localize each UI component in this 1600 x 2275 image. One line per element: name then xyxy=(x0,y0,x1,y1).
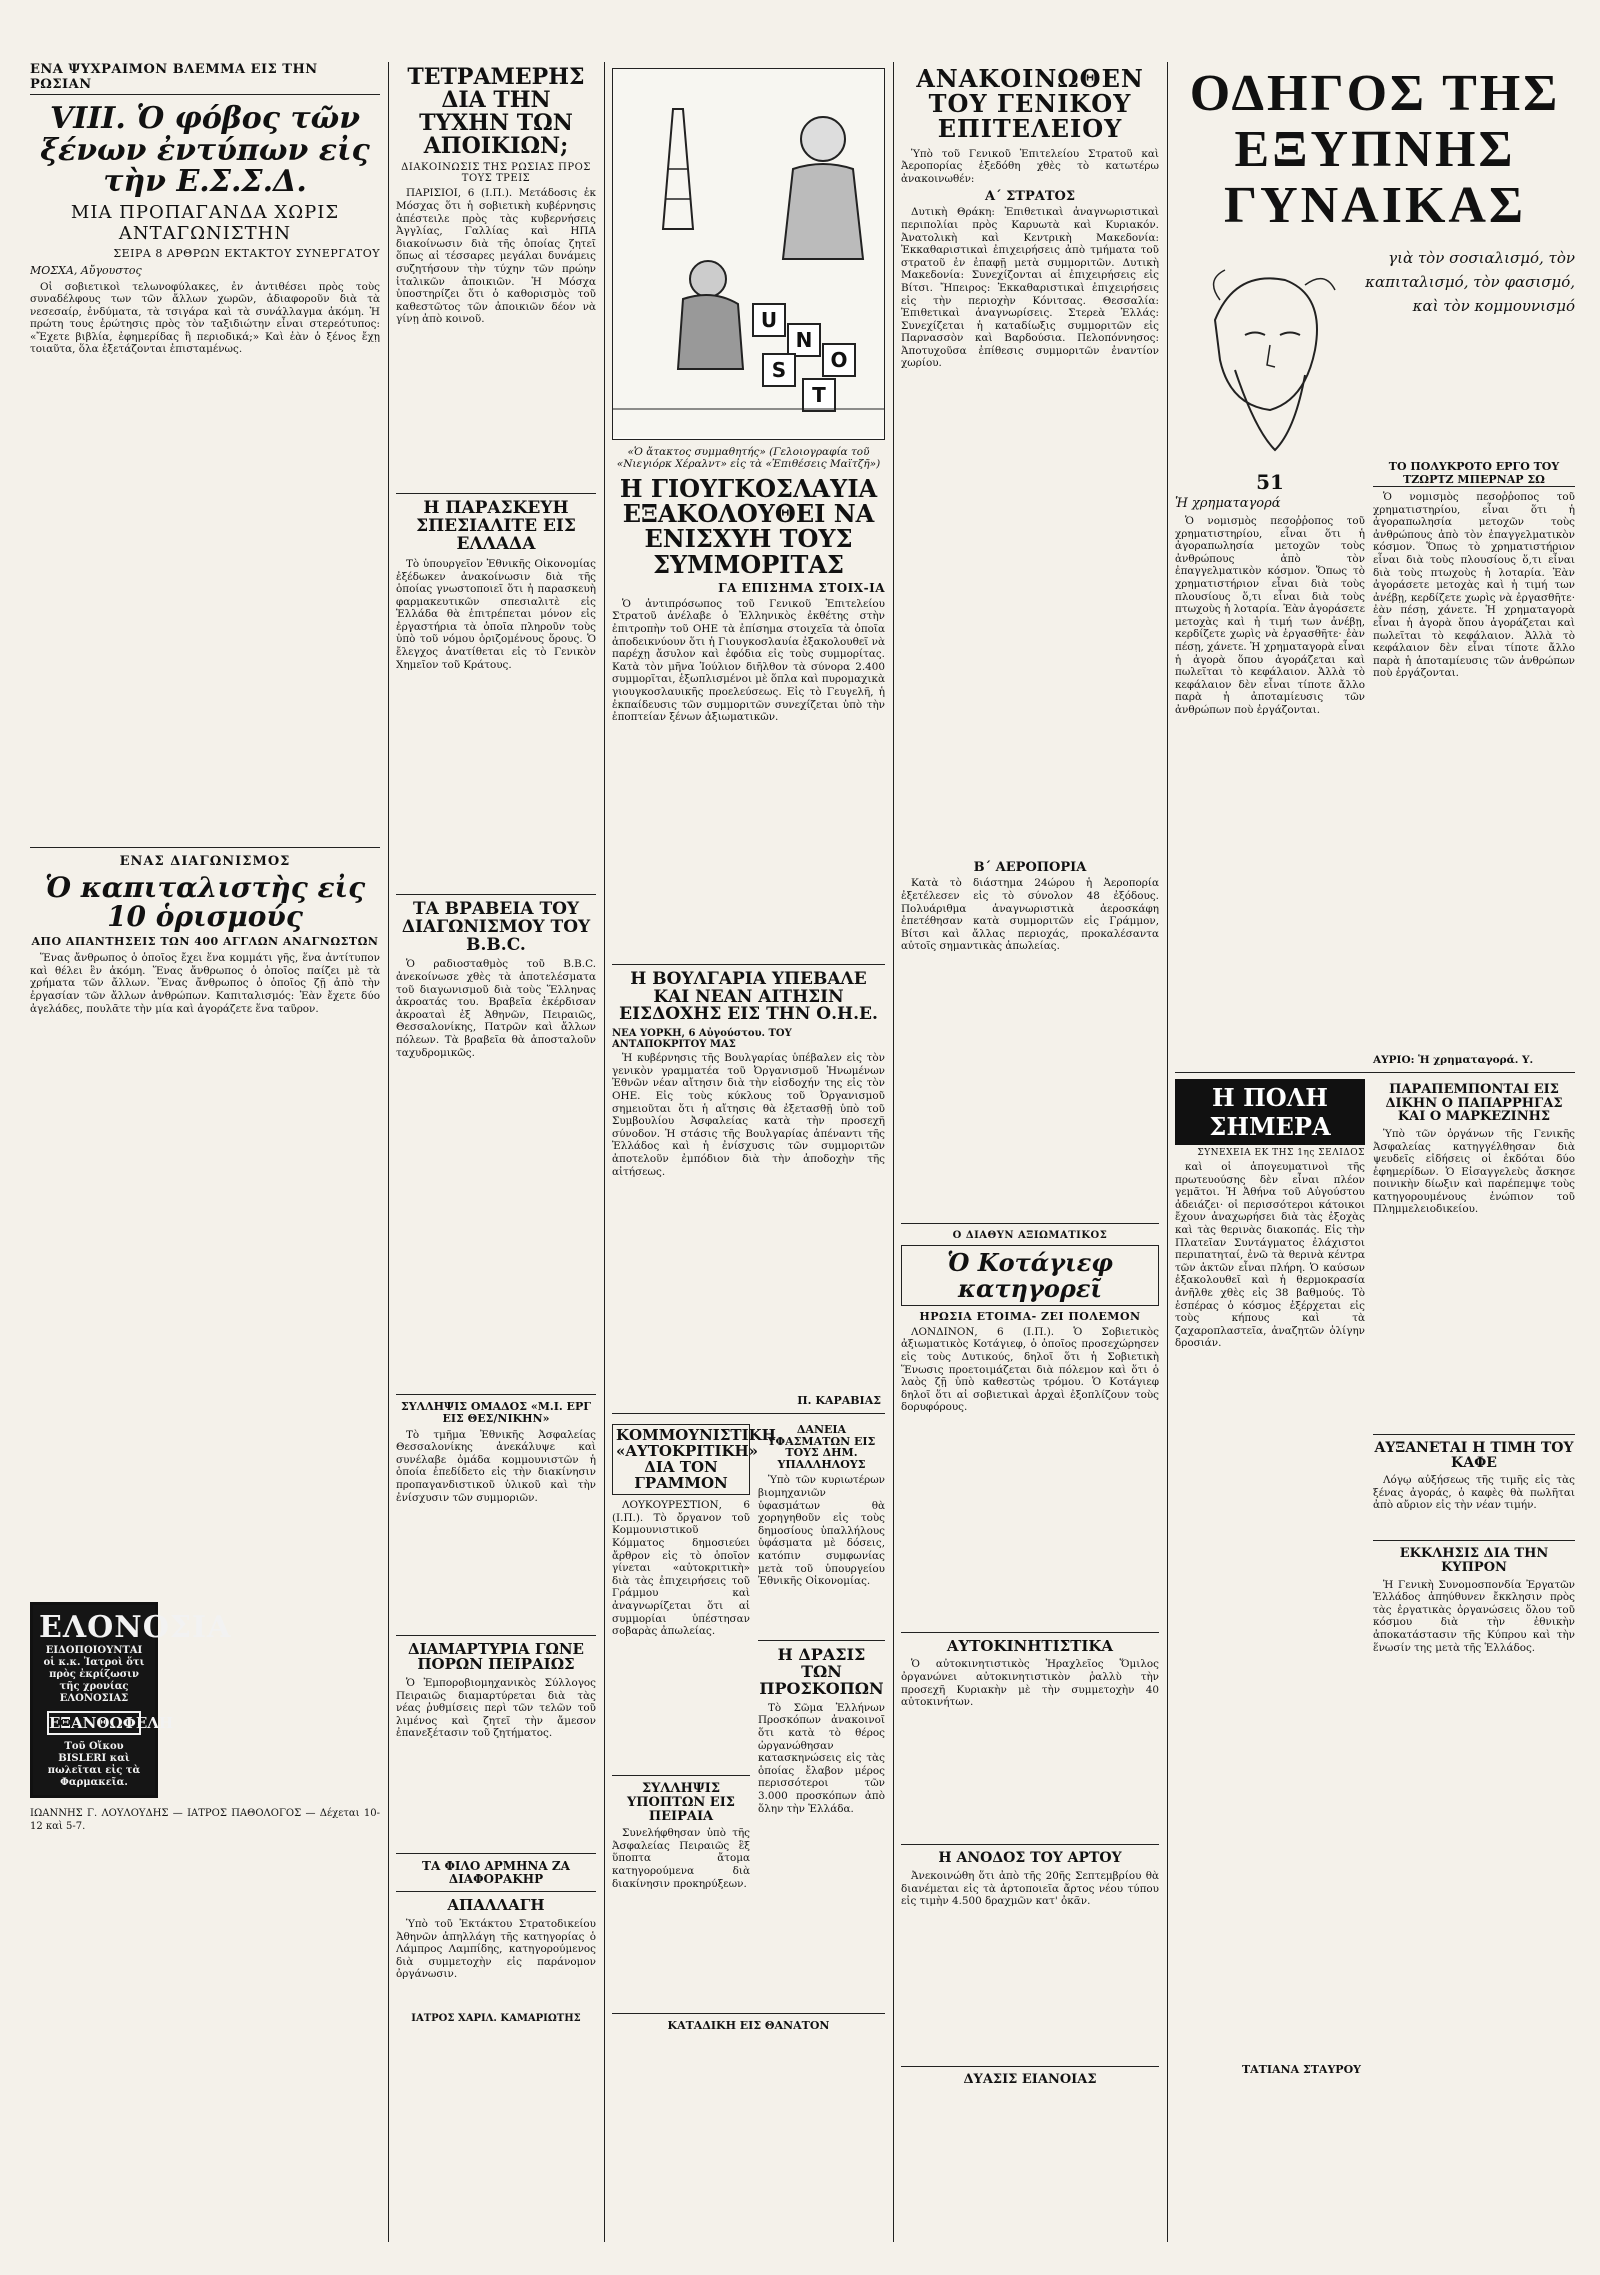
cartoon-drawing xyxy=(613,69,884,437)
headline-3: ΚΟΜΜΟΥΝΙΣΤΙΚΗ «ΑΥΤΟΚΡΙΤΙΚΗ» ΔΙΑ ΤΟΝ ΓΡΑΜΜΟΝ xyxy=(612,1424,750,1495)
paragraph: καὶ οἱ ἀπογευματινοὶ τῆς πρωτευούσης δὲν εἶναι πλέον γεμᾶτοι. Ἡ Ἀθήνα τοῦ Αὐγούστου ἀδειάζει· οἱ περισσότεροι κάτοικοι ἔχουν ἀναχωρήσει διὰ τὰς ἐξοχὰς καὶ τὰς θερινὰς διακοπάς. Εἰς τὴν Πλατεῖαν Συντάγματος ἐλάχιστοι περιπατηταί, ἐνῶ τὰ θερινὰ κέντρα τῶν ἀκτῶν εἶναι πλήρη. Ὁ καύσων ἐξακολουθεῖ καὶ ἡ θερμοκρασία ἀνῆλθε χθὲς εἰς 38 βαθμούς. Τὸ ἑσπέρας ὁ κόσμος ἐξέρχεται εἰς τοὺς κήπους καὶ τὰ ζαχαροπλαστεῖα, ἀναζητῶν ὀλίγην δροσιάν. xyxy=(1175,1161,1365,1350)
paragraph: Ὁ ραδιοσταθμὸς τοῦ Β.Β.C. ἀνεκοίνωσε χθὲς τὰ ἀποτελέσματα τοῦ διαγωνισμοῦ διὰ τοὺς Ἕλληνας ἀκροατάς του. Βραβεῖα ἐκέρδισαν ἀκροαταὶ ἐξ Ἀθηνῶν, Πειραιῶς, Θεσσαλονίκης, Πατρῶν καὶ ἄλλων πόλεων. Τὰ βραβεῖα θὰ ἀποσταλοῦν ταχυδρομικῶς. xyxy=(396,958,596,1059)
article-body xyxy=(396,187,596,487)
contest-kicker: ΕΝΑΣ ΔΙΑΓΩΝΙΣΜΟΣ xyxy=(119,853,291,869)
paragraph: Ὁ νομισμὸς πεσοῤῥοπος τοῦ χρηματιστηρίου, εἶναι ὅτι ἡ ἀγοραπωλησία μετοχῶν τοὺς ἀνθρώπους ἀπὸ τὸν ἐπαγγελματικὸν κόσμον. Ὅπως τὸ χρηματιστήριον εἶναι διὰ τοὺς πλουσίους ὅ,τι εἶναι διὰ τοὺς πτωχοὺς ἡ λοταρία. Ἐὰν ἀγοράσετε μετοχὰς καὶ ἡ τιμή των ἀνέβῃ, κερδίζετε χωρὶς νὰ ἐργασθῆτε· ἐὰν πέσῃ, χάνετε. Ἡ χρηματαγορὰ εἶναι ἡ ἀγορὰ ὅπου ἀγοράζεται καὶ πωλεῖται τὸ κεφάλαιον. Ἀλλὰ τὸ κεφάλαιον δὲν εἶναι τίποτε ἄλλο παρὰ ἡ ἀποταμίευσις τῶν ἀνθρώπων ποὺ ἐργάζονται. xyxy=(1175,515,1365,716)
kicker-2: Ο ΔΙΑΘΥΝ ΑΞΙΩΜΑΤΙΚΟΣ xyxy=(952,1230,1108,1242)
headline-4: ΣΥΛΛΗΨΙΣ ΟΜΑΔΟΣ «Μ.Ι. ΕΡΓ ΕΙΣ ΘΕΣ/ΝΙΚΗΝ» xyxy=(400,1400,592,1425)
headline-6: ΣΥΛΛΗΨΙΣ ΥΠΟΠΤΩΝ ΕΙΣ ΠΕΙΡΑΙΑ xyxy=(627,1781,735,1824)
city-body xyxy=(1175,1161,1365,2061)
headline-text: ΟΔΗΓΟΣ ΤΗΣ ΕΞΥΠΝΗΣ ΓΥΝΑΙΚΑΣ xyxy=(1189,65,1561,234)
cartoon-caption: «Ὁ ἄτακτος συμμαθητής» (Γελοιογραφία τοῦ «Νιεγιόρκ Χέραλντ» εἰς τὰ «Ἐπιθέσεις Μαϊτζῆ») xyxy=(616,446,881,470)
paragraph: ΛΟΥΚΟΥΡΕΣΤΙΟΝ, 6 (Ι.Π.). Τὸ ὄργανον τοῦ Κομμουνιστικοῦ Κόμματος δημοσιεύει ἄρθρον εἰς τὸ ὁποῖον γίνεται «αὐτοκριτικὴ» διὰ τὰς ἐπιχειρήσεις τοῦ Γράμμου καὶ ἀναγνωρίζεται ὅτι αἱ συμμορίαι ὑπέστησαν σοβαρὰς ἀπωλείας. xyxy=(612,1499,750,1638)
subhead-2: ΗΡΩΣΙΑ ΕΤΟΙΜΑ- ΖΕΙ ΠΟΛΕΜΟΝ xyxy=(919,1309,1141,1323)
paragraph: Τὸ ὑπουργεῖον Ἐθνικῆς Οἰκονομίας ἐξέδωκεν ἀνακοίνωσιν διὰ τῆς ὁποίας γνωστοποιεῖ ὅτι ἡ παρασκευὴ φαρμακευτικῶν σπεσιαλιτὲ εἰς Ἑλλάδα θὰ ἐπιτρέπεται μόνον εἰς ἐργαστήρια τὰ ὁποῖα πληροῦν τοὺς ὑπὸ τοῦ νόμου ὁριζομένους ὅρους. Ὁ ἔλεγχος ἀνατίθεται εἰς τὸ Γενικὸν Χημεῖον τοῦ Κράτους. xyxy=(396,557,596,671)
article-body-4 xyxy=(901,1870,1159,2060)
paragraph: Ὁ νομισμὸς πεσοῤῥοπος τοῦ χρηματιστηρίου, εἶναι ὅτι ἡ ἀγοραπωλησία μετοχῶν τοὺς ἀνθρώπους ἀπὸ τὸν ἐπαγγελματικὸν κόσμον. Ὅπως τὸ χρηματιστήριον εἶναι διὰ τοὺς πλουσίους ὅ,τι εἶναι διὰ τοὺς πτωχοὺς ἡ λοταρία. Ἐὰν ἀγοράσετε μετοχὰς καὶ ἡ τιμή των ἀνέβῃ, κερδίζετε χωρὶς νὰ ἐργασθῆτε· ἐὰν πέσῃ, χάνετε. Ἡ χρηματαγορὰ εἶναι ἡ ἀγορὰ ὅπου ἀγοράζεται καὶ πωλεῖται τὸ κεφάλαιον. Ἀλλὰ τὸ κεφάλαιον δὲν εἶναι τίποτε ἄλλο παρὰ ἡ ἀποταμίευσις τῶν ἀνθρώπων ποὺ ἐργάζονται. xyxy=(1373,491,1575,680)
article-body-2 xyxy=(901,1326,1159,1626)
chapter-title: Ἡ χρηματαγορά xyxy=(1175,496,1281,511)
article-body xyxy=(612,598,885,958)
contest-headline: Ὁ καπιταλιστὴς εἰς 10 ὁρισμούς xyxy=(44,870,366,933)
paragraph: Ἡ κυβέρνησις τῆς Βουλγαρίας ὑπέβαλεν εἰς τὸν γενικὸν γραμματέα τοῦ Ὀργανισμοῦ Ἡνωμένων Ἐθνῶν νέαν αἴτησιν διὰ τὴν εἰσδοχήν της εἰς τὸν ΟΗΕ. Εἰς τοὺς κύκλους τοῦ Ὀργανισμοῦ σημειοῦται ὅτι ἡ αἴτησις θὰ ἐξετασθῇ ὑπὸ τοῦ Συμβουλίου Ἀσφαλείας κατὰ τὴν προσεχῆ σύνοδον. Ἡ στάσις τῆς Βουλγαρίας ἀπέναντι τῆς Ἑλλάδος καὶ ἡ ἐνίσχυσις τῶν συμμοριτῶν ἀποτελοῦν ἐμπόδιον διὰ τὴν ἀποδοχὴν τῆς αἰτήσεως. xyxy=(612,1052,885,1178)
lower-row xyxy=(612,1420,885,2007)
column-rule xyxy=(893,62,894,2242)
lower-row xyxy=(1175,1079,1575,2099)
coffee-headline: ΑΥΞΑΝΕΤΑΙ Η ΤΙΜΗ ΤΟΥ ΚΑΦΕ xyxy=(1374,1439,1574,1471)
subhead: ΓΑ ΕΠΙΣΗΜΑ ΣΤΟΙΧ-ΙΑ xyxy=(718,580,885,595)
series-note: ΣΕΙΡΑ 8 ΑΡΘΡΩΝ ΕΚΤΑΚΤΟΥ ΣΥΝΕΡΓΑΤΟΥ xyxy=(113,246,380,260)
lower-left xyxy=(612,1420,776,2007)
feature-row xyxy=(1175,460,1575,1066)
cyprus-headline: ΕΚΚΛΗΣΙΣ ΔΙΑ ΤΗΝ ΚΥΠΡΟΝ xyxy=(1399,1546,1549,1575)
contest-subhead: ΑΠΟ ΑΠΑΝΤΗΣΕΙΣ ΤΩΝ 400 ΑΓΓΛΩΝ ΑΝΑΓΝΩΣΤΩΝ xyxy=(31,935,379,949)
column-5 xyxy=(1175,62,1575,2242)
headline: Η ΓΙΟΥΓΚΟΣΛΑΥΙΑ ΕΞΑΚΟΛΟΥΘΕΙ ΝΑ ΕΝΙΣΧΥΗ ΤΟΥΣ ΣΥΜΜΟΡΙΤΑΣ xyxy=(619,474,878,579)
ad-text: ΕΙΔΟΠΟΙΟΥΝΤΑΙ οἱ κ.κ. Ἰατροὶ ὅτι πρὸς ἐκρίζωσιν τῆς χρονίας ΕΛΟΝΟΣΙΑΣ xyxy=(43,1645,145,1705)
doctor-ad: ΙΑΤΡΟΣ ΧΑΡΙΛ. ΚΑΜΑΡΙΩΤΗΣ xyxy=(411,2012,581,2024)
headline-3: ΤΑ ΒΡΑΒΕΙΑ ΤΟΥ ΔΙΑΓΩΝΙΣΜΟΥ ΤΟΥ Β.Β.C. xyxy=(401,898,591,955)
paragraph: Ὑπὸ τῶν κυριωτέρων βιομηχανιῶν ὑφασμάτων θὰ χορηγηθοῦν εἰς τοὺς δημοσίους ὑπαλλήλους ὑφάσματα μὲ δόσεις, κατόπιν συμφωνίας μετὰ τοῦ ὑπουργείου Ἐθνικῆς Οἰκονομίας. xyxy=(758,1474,885,1588)
article-body-4 xyxy=(396,1429,596,1629)
section-b-body xyxy=(901,877,1159,1217)
feature-intro xyxy=(1175,240,1575,460)
paragraph: Ἀνεκοινώθη ὅτι ἀπὸ τῆς 20ῆς Σεπτεμβρίου θὰ διανέμεται εἰς τὰ ἀρτοποιεῖα ἄρτος νέου τύπου εἰς τιμὴν 4.500 δραχμῶν κατ' ὀκᾶν. xyxy=(901,1870,1159,1908)
contest-body xyxy=(30,952,380,1592)
cartoon-block-letter: O xyxy=(830,348,848,372)
headline: ΑΝΑΚΟΙΝΩΘΕΝ ΤΟΥ ΓΕΝΙΚΟΥ ΕΠΙΤΕΛΕΙΟΥ xyxy=(916,64,1144,144)
cartoon-block-letter: U xyxy=(760,308,778,332)
paragraph: Ὁ αὐτοκινητιστικὸς Ἠραχλεῖος Ὅμιλος ὀργανώνει αὐτοκινητιστικὸν ῥαλλὺ τὴν προσεχῆ Κυριακὴν μὲ τὴν συμμετοχὴν 40 αὐτοκινήτων. xyxy=(901,1658,1159,1709)
section-a-title: Α΄ ΣΤΡΑΤΟΣ xyxy=(984,189,1076,205)
cyprus-body xyxy=(1373,1579,1575,2099)
city-subhead: ΣΥΝΕΧΕΙΑ ΕΚ ΤΗΣ 1ης ΣΕΛΙΔΟΣ xyxy=(1197,1148,1365,1158)
coffee-body xyxy=(1373,1474,1575,1534)
column-1 xyxy=(30,62,380,2242)
next-episode: ΑΥΡΙΟ: Ἡ χρηματαγορά. Υ. xyxy=(1373,1054,1534,1066)
dateline-2: ΝΕΑ ΥΟΡΚΗ, 6 Αὐγούστου. ΤΟΥ ΑΝΤΑΠΟΚΡΙΤΟΥ ΜΑΣ xyxy=(612,1028,792,1051)
column-rule xyxy=(604,62,605,2242)
headline-7: ΚΑΤΑΔΙΚΗ ΕΙΣ ΘΑΝΑΤΟΝ xyxy=(667,2019,830,2033)
article-body-6 xyxy=(612,1827,750,2007)
paragraph: Δυτικὴ Θράκη: Ἐπιθετικαὶ ἀναγνωριστικαὶ περιπολίαι πρὸς Καρυωτὰ καὶ Κυριακόν. Ἀνατολικὴ καὶ Κεντρικὴ Μακεδονία: Ἐκκαθαριστικαὶ ἐπιχειρήσεις ἀπὸ τμήματα τοῦ στρατοῦ ἐν ἐπαφῇ μετὰ συμμοριτῶν. Δυτικὴ Μακεδονία: Συνεχίζονται αἱ ἐπιχειρήσεις εἰς Βίτσι. Ἤπειρος: Ἐκκαθαριστικαὶ ἐπιχειρήσεις εἰς τὴν περιοχὴν Κόνιτσας. Θεσσαλία: Ἐπιθετικαὶ ἀναγνωρίσεις. Στερεὰ Ἑλλάς: Συνεχίζεται ἡ καταδίωξις συμμοριτῶν εἰς Παρνασσὸν καὶ Βαρδούσια. Πελοπόννησος: Ἀποτυχοῦσα ἐπίθεσις συμμοριτῶν ἐναντίον χωρίου. xyxy=(901,206,1159,370)
feature-right xyxy=(1373,460,1575,1066)
headline xyxy=(1175,66,1575,234)
headline-2: Ὁ Κοτάγιεφ κατηγορεῖ xyxy=(901,1245,1159,1305)
paragraph: Κατὰ τὸ διάστημα 24ώρου ἡ Ἀεροπορία ἐξετέλεσεν εἰς τὸ σύνολον 48 ἐξόδους. Πολυάριθμα ἀναγνωριστικὰ ἀεροσκάφη ἐπετέθησαν κατὰ συμμοριτῶν εἰς Γράμμον, Βίτσι καὶ ἄλλας περιοχάς, προκαλέσαντα αὐτοῖς σημαντικὰς ἀπωλείας. xyxy=(901,877,1159,953)
portrait-sketch xyxy=(1175,240,1355,460)
article-body-5 xyxy=(396,1677,596,1847)
cartoon-block-letter: T xyxy=(812,383,826,407)
paragraph: Συνελήφθησαν ὑπὸ τῆς Ἀσφαλείας Πειραιῶς ἓξ ὕποπτα ἄτομα κατηγορούμενα διὰ διακίνησιν προκηρύξεων. xyxy=(612,1827,750,1890)
article-body-7 xyxy=(396,1918,596,2008)
paragraph: Τὸ τμῆμα Ἐθνικῆς Ἀσφαλείας Θεσσαλονίκης ἀνεκάλυψε καὶ συνέλαβε ὀμάδα κομμουνιστῶν ἡ ὁποία ἐπεδίδετο εἰς τὴν διακίνησιν προπαγανδιστικοῦ ὑλικοῦ καὶ τὴν ἐνίσχυσιν τῶν συμμοριῶν. xyxy=(396,1428,596,1504)
section-b-title: Β΄ ΑΕΡΟΠΟΡΙΑ xyxy=(973,860,1087,876)
subhead: ΔΙΑΚΟΙΝΩΣΙΣ ΤΗΣ ΡΩΣΙΑΣ ΠΡΟΣ ΤΟΥΣ ΤΡΕΙΣ xyxy=(401,162,591,185)
dateline: ΜΟΣΧΑ, Αὔγουστος xyxy=(30,263,142,277)
chapter-number: 51 xyxy=(1256,470,1284,494)
city-headline: Η ΠΟΛΗ ΣΗΜΕΡΑ xyxy=(1175,1079,1365,1145)
article-body-3 xyxy=(901,1658,1159,1838)
paragraph: Ὑπὸ τῶν ὀργάνων τῆς Γενικῆς Ἀσφαλείας κατηγγέλθησαν διὰ ψευδεῖς εἰδήσεις οἱ ἐκδόται δύο ἐφημερίδων. Ὁ Εἰσαγγελεὺς ἄσκησε ποινικὴν δίωξιν καὶ παρέπεμψε τοὺς κατηγορουμένους ἐνώπιον τοῦ Πλημμελειοδικείου. xyxy=(1373,1127,1575,1216)
ad-product: ΕΞΑΝΘΩΦΕΛΗ xyxy=(47,1711,141,1735)
feature-left xyxy=(1175,460,1365,1066)
section-a-body xyxy=(901,206,1159,856)
cartoon-block-letter: S xyxy=(771,358,787,382)
signature: Π. ΚΑΡΑΒΙΑΣ xyxy=(797,1394,881,1408)
paragraph: Τὸ Σῶμα Ἑλλήνων Προσκόπων ἀνακοινοῖ ὅτι κατὰ τὸ θέρος ὠργανώθησαν κατασκηνώσεις εἰς τὰς ὁποίας ἔλαβον μέρος περισσότεροι τῶν 3.000 προσκόπων ἀπὸ ὅλην τὴν Ἑλλάδα. xyxy=(758,1701,885,1815)
headline-5: Η ΔΡΑΣΙΣ ΤΩΝ ΠΡΟΣΚΟΠΩΝ xyxy=(759,1645,884,1699)
headline-4: Η ΑΝΟΔΟΣ ΤΟΥ ΑΡΤΟΥ xyxy=(938,1850,1122,1867)
city-section xyxy=(1175,1079,1365,2099)
tagline: γιὰ τὸν σοσιαλισμό, τὸν καπιταλισμό, τὸν φασισμό, καὶ τὸν κομμουνισμό xyxy=(1365,249,1575,315)
paragraph: Ὁ Ἐμποροβιομηχανικὸς Σύλλογος Πειραιῶς διαμαρτύρεται διὰ τὰς νέας ῥυθμίσεις περὶ τῶν τελῶν τοῦ λιμένος καὶ ζητεῖ τὴν ἄμεσον ἐπανεξέτασιν τοῦ ζητήματος. xyxy=(396,1677,596,1740)
article-body xyxy=(30,281,380,841)
column-3 xyxy=(612,62,885,2242)
paragraph: Ἕνας ἄνθρωπος ὁ ὁποῖος ἔχει ἕνα κομμάτι γῆς, ἕνα ἀντίτυπον καὶ θέλει ἓν ἀκόμη. Ἕνας ἄνθρωπος ὁ ὁποῖος παίζει μὲ τὰ χρήματα τῶν ἄλλων. Ἕνας ἄνθρωπος ὁ ὁποῖος ζῇ ἀπὸ τὴν ἐργασίαν τῶν ἄλλων ἀνθρώπων. Καπιταλισμός: Ἐὰν ἔχετε δύο ἀγελάδες, πουλᾶτε τὴν μία καὶ ἀγοράζετε ἕνα ταῦρον. xyxy=(30,952,380,1015)
column-rule xyxy=(1167,62,1168,2242)
column-rule xyxy=(388,62,389,2242)
intro xyxy=(901,148,1159,186)
cartoon-block-letter: N xyxy=(795,328,813,352)
headline-6: ΤΑ ΦΙΛΟ ΑΡΜΗΝΑ ΖΑ ΔΙΑΦΟΡΑΚΗΡ xyxy=(422,1859,570,1886)
paragraph: Ἡ Γενικὴ Συνομοσπονδία Ἐργατῶν Ἑλλάδος ἀπηύθυνεν ἔκκλησιν πρὸς τὰς ἐργατικὰς ὀργανώσεις ὅλου τοῦ κόσμου διὰ τὴν ἐθνικὴν ἀποκατάστασιν τῆς Κύπρου καὶ τὴν ἕνωσίν της μετὰ τῆς Ἑλλάδος. xyxy=(1373,1578,1575,1654)
paragraph: ΛΟΝΔΙΝΟΝ, 6 (Ι.Π.). Ὁ Σοβιετικὸς ἀξιωματικὸς Κοτάγιεφ, ὁ ὁποῖος προσεχώρησεν εἰς τοὺς Δυτικούς, δηλοῖ ὅτι ἡ Σοβιετικὴ Ἕνωσις προετοιμάζεται διὰ πόλεμον καὶ ὅτι ὁ λαὸς ζῇ ὑπὸ καθεστὼς τρόμου. Ὁ Κοτάγιεφ δηλοῖ ὅτι αἱ σοβιετικαὶ ἀρχαὶ ἐξοπλίζουν τοὺς δορυφόρους. xyxy=(901,1325,1159,1414)
portrait-drawing xyxy=(1175,240,1355,460)
article-body-5 xyxy=(758,1702,885,1932)
signature: ΤΑΤΙΑΝΑ ΣΤΑΥΡΟΥ xyxy=(1241,2063,1361,2076)
series-kicker: ΕΝΑ ΨΥΧΡΑΙΜΟΝ ΒΛΕΜΜΑ ΕΙΣ ΤΗΝ ΡΩΣΙΑΝ xyxy=(30,62,380,95)
classified: ΙΩΑΝΝΗΣ Γ. ΛΟΥΛΟΥΔΗΣ — ΙΑΤΡΟΣ ΠΑΘΟΛΟΓΟΣ — Δέχεται 10-12 καὶ 5-7. xyxy=(30,1808,380,1832)
feature-body-left xyxy=(1175,515,1365,1055)
article-body-4 xyxy=(758,1474,885,1634)
paragraph: ΠΑΡΙΣΙΟΙ, 6 (Ι.Π.). Μετάδοσις ἐκ Μόσχας ὅτι ἡ σοβιετικὴ κυβέρνησις ἀπέστειλε πρὸς τὰς κυβερνήσεις Ἀγγλίας, Γαλλίας καὶ ΗΠΑ διακοίνωσιν διὰ τῆς ὁποίας ζητεῖ ὅπως αἱ τέσσαρες μεγάλαι δυνάμεις συζητήσουν τὴν τύχην τῶν πρώην ἰταλικῶν ἀποικιῶν. Ἡ Μόσχα ὑποστηρίζει ὅτι ὁ καθορισμὸς τοῦ καθεστῶτος τῶν ἀποικιῶν δέον νὰ γίνῃ ἀπὸ κοινοῦ. xyxy=(396,187,596,326)
paragraph: Ὁ ἀντιπρόσωπος τοῦ Γενικοῦ Ἐπιτελείου Στρατοῦ ἀνέλαβε ὁ Ἐλληνικὸς ἐκθέτης στὴν ἐπιτροπὴν τοῦ ΟΗΕ τὰ ἐπίσημα στοιχεῖα τὰ ὁποῖα ἀποδεικνύουν ὅτι ἡ Γιουγκοσλαυία ἐξακολουθεῖ νὰ παρέχῃ ἄσυλον καὶ ἐφόδια εἰς τοὺς συμμορίτας. Κατὰ τὸν μῆνα Ἰούλιον διῆλθον τὰ σύνορα 2.400 συμμορῖται, ἐξωπλισμένοι μὲ ὅπλα καὶ πυρομαχικὰ γιουγκοσλαυικῆς προελεύσεως. Εἰς τὸ Γευγελῆ, ἡ ἐκπαίδευσις τῶν συμμοριτῶν συνεχίζεται ὑπὸ τὴν ἐποπτείαν ξένων ἀξιωματικῶν. xyxy=(612,597,885,724)
subhead: ΜΙΑ ΠΡΟΠΑΓΑΝΔΑ ΧΩΡΙΣ ΑΝΤΑΓΩΝΙΣΤΗΝ xyxy=(70,201,340,244)
headline: VIII. Ὁ φόβος τῶν ξένων ἐντύπων εἰς τὴν Ε.Σ.Σ.Δ. xyxy=(40,101,370,199)
lower-right xyxy=(758,1420,885,2007)
headline-2: Η ΒΟΥΛΓΑΡΙΑ ΥΠΕΒΑΛΕ ΚΑΙ ΝΕΑΝ ΑΙΤΗΣΙΝ ΕΙΣΔΟΧΗΣ ΕΙΣ ΤΗΝ Ο.Η.Ε. xyxy=(619,968,878,1025)
article-body-2 xyxy=(612,1052,885,1392)
ref-headline: ΠΑΡΑΠΕΜΠΟΝΤΑΙ ΕΙΣ ΔΙΚΗΝ Ο ΠΑΠΑΡΡΗΓΑΣ ΚΑΙ Ο ΜΑΡΚΕΖΙΝΗΣ xyxy=(1385,1082,1563,1125)
headline-3: ΑΥΤΟΚΙΝΗΤΙΣΤΙΚΑ xyxy=(946,1636,1114,1655)
headline-7: ΑΠΑΛΛΑΓΗ xyxy=(447,1896,545,1915)
sketch-label: ΤΟ ΠΟΛΥΚΡΟΤΟ ΕΡΓΟ ΤΟΥ ΤΖΩΡΤΖ ΜΠΕΡΝΑΡ ΣΩ xyxy=(1373,460,1575,487)
article-body-3 xyxy=(612,1499,750,1769)
feature-body-right xyxy=(1373,491,1575,1051)
ref-body xyxy=(1373,1128,1575,1428)
column-2 xyxy=(396,62,596,2242)
paragraph: Λόγῳ αὐξήσεως τῆς τιμῆς εἰς τὰς ξένας ἀγοράς, ὁ καφὲς θὰ πωλῆται ἀπὸ αὔριον εἰς τὴν νέαν τιμήν. xyxy=(1373,1474,1575,1512)
paragraph: Οἱ σοβιετικοὶ τελωνοφύλακες, ἐν ἀντιθέσει πρὸς τοὺς συναδέλφους των τῶν ἄλλων χωρῶν, ἀδιαφοροῦν διὰ τὰ νεσεσαίρ, ἐνδύματα, τὰ τσιγάρα καὶ τὰ συνάλλαγμα ἀκόμη. Ἡ πρώτη τους ἐρώτησις πρὸς τὸν ταξιδιώτην εἶναι στερεότυπος: «Ἔχετε βιβλία, ἐφημερίδας ἢ περιοδικά;» Καὶ ἐὰν ὁ ξένος ἔχῃ τοιαῦτα, ὅλα ἐξετάζονται ἐπισταμένως. xyxy=(30,280,380,356)
headline-5: ΔΙΑΜΑΡΤΥΡΙΑ ΓΩΝΕ ΠΟΡΩΝ ΠΕΙΡΑΙΩΣ xyxy=(408,1639,584,1674)
headline-5: ΔΥΑΣΙΣ ΕΙΑΝΟΙΑΣ xyxy=(963,2072,1097,2088)
headline-2: Η ΠΑΡΑΣΚΕΥΗ ΣΠΕΣΙΑΛΙΤΕ ΕΙΣ ΕΛΛΑΔΑ xyxy=(416,498,576,555)
headline-4: ΔΑΝΕΙΑ ΥΦΑΣΜΑΤΩΝ ΕΙΣ ΤΟΥΣ ΔΗΜ. ΥΠΑΛΛΗΛΟΥΣ xyxy=(767,1423,876,1471)
cartoon-illustration xyxy=(612,68,885,440)
ad-footer: Τοῦ Οἴκου BISLERI καὶ πωλεῖται εἰς τὰ Φαρμακεῖα. xyxy=(47,1741,141,1789)
briefs-section xyxy=(1373,1079,1575,2099)
headline: ΤΕΤΡΑΜΕΡΗΣ ΔΙΑ ΤΗΝ ΤΥΧΗΝ ΤΩΝ ΑΠΟΙΚΙΩΝ; xyxy=(407,64,585,160)
column-4 xyxy=(901,62,1159,2242)
article-body-3 xyxy=(396,958,596,1388)
advertisement-eloniosia xyxy=(30,1602,232,1798)
article-body-2 xyxy=(396,558,596,888)
ad-brand: ΕΛΟΝΟΣΙΑ xyxy=(39,1610,232,1646)
paragraph: Ὑπὸ τοῦ Ἐκτάκτου Στρατοδικείου Ἀθηνῶν ἀπηλλάγη τῆς κατηγορίας ὁ Λάμπρος Λαμπίδης, κατηγορούμενος διὰ συμμετοχὴν εἰς παράνομον ὀργάνωσιν. xyxy=(396,1917,596,1981)
paragraph: Ὑπὸ τοῦ Γενικοῦ Ἐπιτελείου Στρατοῦ καὶ Ἀεροπορίας ἐξεδόθη χθὲς τὸ κατωτέρω ἀνακοινωθέν: xyxy=(901,147,1159,185)
